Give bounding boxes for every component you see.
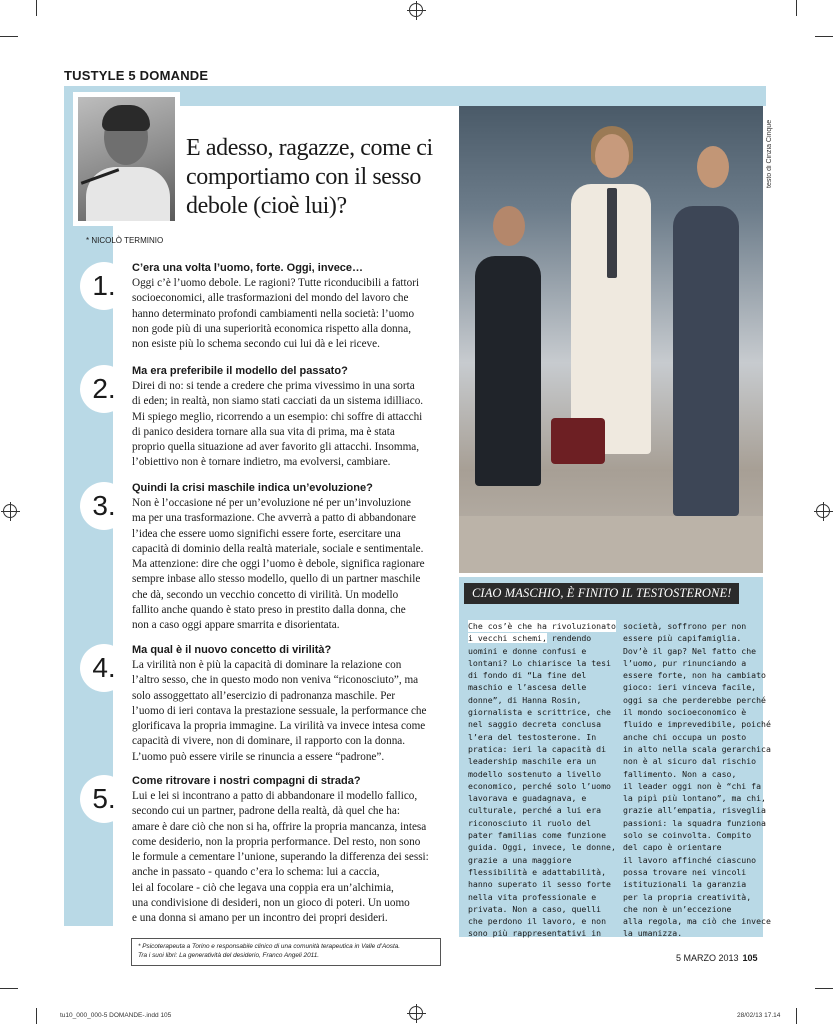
crop-mark — [815, 36, 833, 37]
answer-text: Non è l’occasione né per un’evoluzione né per un’involuzione ma per una trasformazione. Che avverrà a patto di abbandonare l’idea che essere uomo significhi essere forte, esercitare una capacità di dominio della realtà materiale, sociale e sentimentale. Ma attenzione: dire che oggi l’uomo è debole, significa ragionare sempre inbase allo stesso modello, quello di un partner maschile che dà, secondo un vecchio concetto di virilità. Un modello fallito anche quando è stato preso in prestito dalla donna, che non a caso oggi appare smarrita e disorientata. — [132, 497, 425, 632]
street-style-photo — [459, 106, 763, 573]
print-slug-date: 28/02/13 17.14 — [737, 1012, 781, 1019]
question-number: 1. — [80, 262, 128, 310]
registration-mark-icon — [3, 504, 17, 518]
photo-credit: testo di Cinzia Cinque — [766, 119, 773, 188]
portrait-caption: * NICOLÒ TERMINIO — [86, 236, 164, 245]
question-number: 3. — [80, 482, 128, 530]
question-text: C’era una volta l’uomo, forte. Oggi, invece… — [132, 262, 364, 274]
author-footnote: * Psicoterapeuta a Torino e responsabile clinico di una comunità terapeutica in Valle d’Aosta. Tra i suoi libri: La generatività del desiderio, Franco Angeli 2011. — [131, 938, 441, 966]
question-text: Ma qual è il nuovo concetto di virilità? — [132, 644, 332, 656]
question-text: Quindi la crisi maschile indica un’evoluzione? — [132, 482, 373, 494]
answer-text: Direi di no: si tende a credere che prima vivessimo in una sorta di eden; in realtà, non siamo stati cacciati da un sistema idilliaco. Mi spiego meglio, ricorrendo a un esempio: chi soffre di attacchi di panico desidera tornare alla sua vita di prima, ma è stata proprio quella situazione ad aver favorito gli attacchi. Insomma, l’obiettivo non è tornare indietro, ma evolversi, cambiare. — [132, 380, 424, 469]
registration-mark-icon — [409, 3, 423, 17]
page-folio — [676, 953, 758, 963]
answer-text: La virilità non è più la capacità di dominare la relazione con l’altro sesso, che in questo modo non veniva “riconosciuto”, ma solo assoggettato all’esercizio di padronanza maschile. Per l’uomo di ieri contava la prestazione sessuale, la performance che glorificava la propria immagine. La virilità va invece intesa come capacità di vivere, non di dominare, il rapporto con la donna. L’uomo può essere virile se rinuncia a essere “padrone”. — [132, 659, 427, 763]
crop-mark — [796, 0, 797, 16]
crop-mark — [0, 988, 18, 989]
page-number: 105 — [742, 953, 758, 963]
section-title: TUSTYLE 5 DOMANDE — [64, 68, 209, 83]
crop-mark — [815, 988, 833, 989]
question-text: Come ritrovare i nostri compagni di strada? — [132, 775, 361, 787]
answer-text: Oggi c’è l’uomo debole. Le ragioni? Tutte riconducibili a fattori socioeconomici, alle trasformazioni del mondo del lavoro che hanno determinato profondi cambiamenti nella società: l’uomo non gode più di una superiorità economica rispetto alla donna, non esiste più lo schema secondo cui lui dà e lei riceve. — [132, 277, 420, 351]
question-text: Ma era preferibile il modello del passato? — [132, 365, 348, 377]
sidebar-column-left: Che cos’è che ha rivoluzionato i vecchi schemi, rendendo uomini e donne confusi e lontani? Lo chiarisce la tesi di fondo di “La fine del maschio e l’ascesa delle donne”, di Hanna Rosin, giornalista e scrittrice, che nel saggio decreta conclusa l’era del testosterone. In pratica: ieri la capacità di leadership maschile era un modello sostenuto a livello economico, perché solo l’uomo lavorava e guadagnava, e culturale, perché a lui era riconosciuto il ruolo del pater familias come funzione guida. Oggi, invece, le donne, grazie a una maggiore flessibilità e adattabilità, hanno superato il sesso forte nella vita professionale e privata. Non a caso, quelli che perdono il lavoro, e non sono più rappresentativi in — [468, 621, 616, 939]
sidebar-column-right: società, soffrono per non essere più capifamiglia. Dov’è il gap? Nel fatto che l’uomo, pur rinunciando a essere forte, non ha cambiato gioco: ieri vinceva facile, oggi sa che perderebbe perché il mondo socioeconomico è fluido e imprevedibile, poiché anche chi occupa un posto in alto nella scala gerarchica non è al sicuro dal rischio fallimento. Non a caso, il leader oggi non è “chi fa la pipì più lontano”, ma chi, grazie all’empatia, risveglia passioni: la squadra funziona solo se coinvolta. Compito del capo è orientare il lavoro affinché ciascuno possa trovare nei vincoli istituzionali la garanzia per la propria creatività, che non è un’eccezione alla regola, ma ciò che invece la umanizza. — [623, 621, 771, 939]
question-number: 4. — [80, 644, 128, 692]
article-headline: E adesso, ragazze, come ci comportiamo con il sesso debole (cioè lui)? — [186, 135, 433, 219]
print-slug-file: tu10_000_000-5 DOMANDE-.indd 105 — [60, 1012, 172, 1019]
sidebar-title: CIAO MASCHIO, È FINITO IL TESTOSTERONE! — [464, 583, 739, 604]
answer-text: Lui e lei si incontrano a patto di abbandonare il modello fallico, secondo cui un partner, padrone della realtà, dà quel che ha: amare è dare ciò che non si ha, offrire la propria mancanza, intesa come desiderio, non la propria performance. Del resto, non sono le formule a cementare l’unione, superando la differenza dei sessi: anche in passato - quando c’era lo schema: lui a caccia, lei al focolare - ciò che legava una coppia era un’alchimia, una condivisione di desideri, non un gioco di poteri. Un uomo e una donna si amano per un incontro dei propri desideri. — [132, 790, 429, 925]
crop-mark — [796, 1008, 797, 1024]
issue-date: 5 MARZO 2013 — [676, 953, 739, 963]
registration-mark-icon — [816, 504, 830, 518]
crop-mark — [36, 1008, 37, 1024]
crop-mark — [0, 36, 18, 37]
crop-mark — [36, 0, 37, 16]
author-portrait — [73, 92, 180, 226]
question-number: 2. — [80, 365, 128, 413]
question-number: 5. — [80, 775, 128, 823]
registration-mark-icon — [409, 1006, 423, 1020]
